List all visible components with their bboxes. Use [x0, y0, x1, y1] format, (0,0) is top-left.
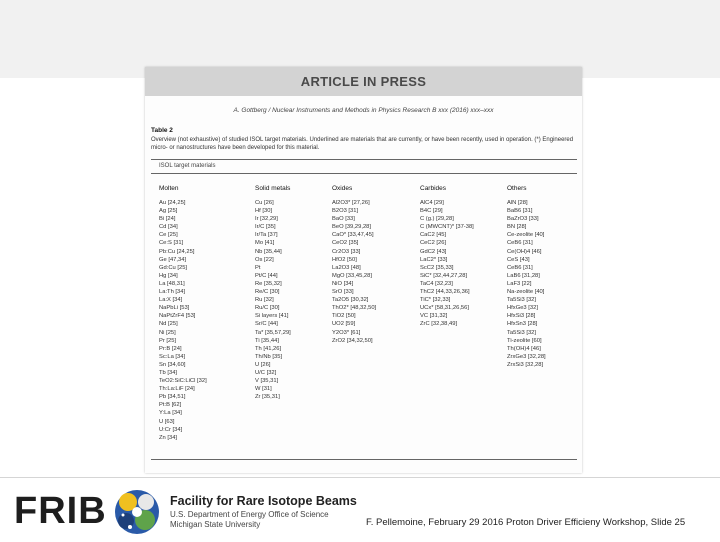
article-in-press-banner: ARTICLE IN PRESS [145, 67, 582, 96]
table-cell: Al2O3* [27,26] [332, 200, 370, 206]
table-cell: Ce-zeolite [40] [507, 232, 545, 239]
table-cell: Y:La [34] [159, 410, 182, 417]
table-cell: Ta2O5 [30,32] [332, 297, 369, 304]
table-cell: Pb:Cu [24,25] [159, 248, 195, 255]
table-cell: U:Cr [34] [159, 426, 183, 433]
table-cell: Ta* [35,57,29] [255, 329, 291, 336]
frib-logo-icon [112, 487, 162, 542]
running-header: A. Gottberg / Nuclear Instruments and Methods in Physics Research B xxx (2016) xxx–xxx [233, 107, 494, 114]
column-header: Oxides [332, 185, 353, 192]
table-cell: SiC* [32,44,27,28] [420, 272, 468, 279]
table-subheading: ISOL target materials [159, 163, 216, 169]
table-cell: Nd [25] [159, 321, 178, 328]
table-cell: Cu [26] [255, 200, 274, 206]
table-cell: La:Th [34] [159, 289, 186, 296]
table-cell: Th/Nb [35] [255, 353, 283, 360]
table-cell: Ta5Si3 [32] [507, 329, 537, 336]
table-cell: TiC* [32,33] [420, 297, 451, 304]
table-cell: Pb [34,51] [159, 394, 186, 401]
table-cell: CaC2 [45] [420, 232, 447, 239]
table-cell: ZrxSi3 [32,28] [507, 361, 544, 368]
table-cell: Si layers [41] [255, 313, 289, 320]
table-cell: BaZrO3 [33] [507, 216, 539, 223]
table-cell: Os [22] [255, 256, 274, 263]
table-cell: Pr [25] [159, 337, 177, 344]
table-cell: Zn [34] [159, 434, 178, 441]
table-cell: Th:La:LiF [24] [159, 386, 195, 393]
table-cell: Na-zeolite [40] [507, 289, 545, 296]
table-cell: B4C [29] [420, 208, 443, 215]
table-cell: Bi [24] [159, 216, 176, 223]
table-cell: La2O3 [48] [332, 264, 361, 271]
table-cell: BN [28] [507, 224, 527, 231]
table-cell: BaB6 [31] [507, 208, 533, 215]
table-cell: W [31] [255, 386, 272, 393]
table-cell: Sr/C [44] [255, 321, 278, 328]
table-cell: CeB6 [31] [507, 240, 533, 247]
university-name: Michigan State University [170, 520, 261, 529]
table-cell: Ti [35,44] [255, 337, 279, 344]
table-cell: BaO [33] [332, 216, 355, 223]
table-cell: Ir [32,29] [255, 216, 278, 223]
table-cell: B2O3 [31] [332, 208, 359, 215]
table-cell: Pr:B [24] [159, 345, 182, 352]
column-solid-metals [255, 185, 291, 401]
table-caption: Overview (not exhaustive) of studied ISOL target materials. Underlined are materials that are currently, or have been recently, used in operation. (*) Engineered micro- or nanostructures have been developed for this material. [151, 137, 574, 151]
table-cell: V [35,31] [255, 378, 279, 385]
table-cell: Tb [34] [159, 369, 178, 376]
table-cell: NaPtZrF4 [53] [159, 313, 196, 320]
column-oxides [332, 185, 376, 345]
table-cell: Ir/Ta [37] [255, 232, 278, 239]
table-cell: MgO [33,45,28] [332, 272, 372, 279]
table-cell: Ag [25] [159, 208, 178, 215]
table-cell: NaPbLi [53] [159, 305, 190, 312]
table-cell: Pt [255, 264, 261, 271]
table-cell: Mo [41] [255, 240, 275, 247]
column-molten [159, 185, 207, 442]
table-cell: LaF3 [22] [507, 280, 532, 287]
table-cell: C (MWCNT)* [37-38] [420, 224, 474, 231]
table-cell: NiO [34] [332, 280, 354, 287]
slide-footnote: F. Pellemoine, February 29 2016 Proton Driver Efficieny Workshop, Slide 25 [366, 517, 686, 528]
table-cell: Hf [30] [255, 208, 273, 215]
table-cell: Ti-zeolite [60] [507, 337, 542, 344]
column-carbides [420, 185, 474, 329]
table-cell: Ce(OH)4 [46] [507, 248, 542, 255]
table-cell: U [26] [255, 361, 271, 368]
department-name: U.S. Department of Energy Office of Science [170, 510, 329, 519]
table-cell: Ta5Si3 [32] [507, 297, 537, 304]
table-cell: Hg [34] [159, 272, 178, 279]
table-rule-top [151, 159, 577, 160]
table-cell: Pt:B [62] [159, 402, 182, 409]
table-cell: Ru [32] [255, 297, 274, 304]
table-cell: CeB6 [31] [507, 264, 533, 271]
table-cell: LaB6 [31,28] [507, 272, 540, 279]
column-header: Solid metals [255, 185, 291, 192]
table-rule-bottom [151, 459, 577, 460]
table-cell: Th(OH)4 [46] [507, 345, 541, 352]
table-cell: CaO* [33,47,45] [332, 232, 374, 239]
table-cell: VC [31,32] [420, 313, 448, 320]
table-cell: CeS [43] [507, 256, 530, 263]
table-cell: AlC4 [29] [420, 200, 444, 206]
table-cell: Y2O3* [61] [332, 329, 361, 336]
table-cell: ScC2 [35,33] [420, 264, 454, 271]
table-cell: UCx* [58,31,26,56] [420, 305, 469, 312]
table-cell: Re [35,32] [255, 280, 282, 287]
table-cell: UO2 [59] [332, 321, 356, 328]
table-cell: U [63] [159, 418, 175, 425]
table-cell: CeC2 [26] [420, 240, 447, 247]
table-rule-header [151, 173, 577, 174]
table-cell: Ge [47,34] [159, 256, 187, 263]
table-cell: BeO [39,29,28] [332, 224, 371, 231]
table-cell: ZrxGe3 [32,28] [507, 353, 546, 360]
table-cell: HfO2 [50] [332, 256, 357, 263]
table-cell: TaC4 [32,23] [420, 280, 453, 287]
table-cell: La:X [34] [159, 297, 183, 304]
table-cell: TiO2 [50] [332, 313, 356, 320]
table-cell: Th [41,26] [255, 345, 282, 352]
table-cell: Ni [25] [159, 329, 176, 336]
facility-name: Facility for Rare Isotope Beams [170, 494, 357, 508]
column-header: Others [507, 185, 527, 192]
table-cell: Re/C [30] [255, 289, 280, 296]
table-cell: Ce [25] [159, 232, 178, 239]
table-cell: ZrC [32,38,49] [420, 321, 458, 328]
table-cell: GdC2 [43] [420, 248, 447, 255]
table-cell: La [48,31] [159, 280, 185, 287]
table-cell: Ce:S [31] [159, 240, 184, 247]
table-cell: ThC2 [44,33,26,36] [420, 289, 470, 296]
table-cell: Cd [34] [159, 224, 178, 231]
table-cell: Pt/C [44] [255, 272, 278, 279]
table-cell: U/C [32] [255, 369, 277, 376]
footer-divider [0, 477, 720, 478]
column-others [507, 185, 546, 369]
table-cell: SrO [33] [332, 289, 354, 296]
table-cell: Sc:La [34] [159, 353, 186, 360]
table-cell: TeO2:SiC:LiCl [32] [159, 378, 207, 385]
table-cell: ThO2* [48,32,50] [332, 305, 377, 312]
table-label: Table 2 [151, 127, 173, 134]
table-cell: HfxSi3 [28] [507, 313, 536, 320]
column-header: Carbides [420, 185, 447, 192]
table-cell: HfxSn3 [28] [507, 321, 538, 328]
table-cell: Cr2O3 [33] [332, 248, 361, 255]
table-cell: C (g.) [29,28] [420, 216, 454, 223]
frib-logo-text: FRIB [14, 490, 107, 532]
column-header: Molten [159, 185, 179, 192]
article-page [145, 67, 582, 473]
table-cell: AlN [28] [507, 200, 528, 206]
table-cell: Ir/C [35] [255, 224, 276, 231]
table-cell: Gd:Cu [25] [159, 264, 188, 271]
table-cell: Nb [35,44] [255, 248, 282, 255]
table-cell: Sn [34,60] [159, 361, 186, 368]
table-cell: ZrO2 [34,32,50] [332, 337, 373, 344]
table-cell: LaC2* [33] [420, 256, 448, 263]
table-cell: CeO2 [35] [332, 240, 359, 247]
table-cell: HfxGe3 [32] [507, 305, 538, 312]
table-cell: Zr [35,31] [255, 394, 280, 401]
table-cell: Ru/C [30] [255, 305, 280, 312]
table-cell: Au [24,25] [159, 200, 186, 206]
